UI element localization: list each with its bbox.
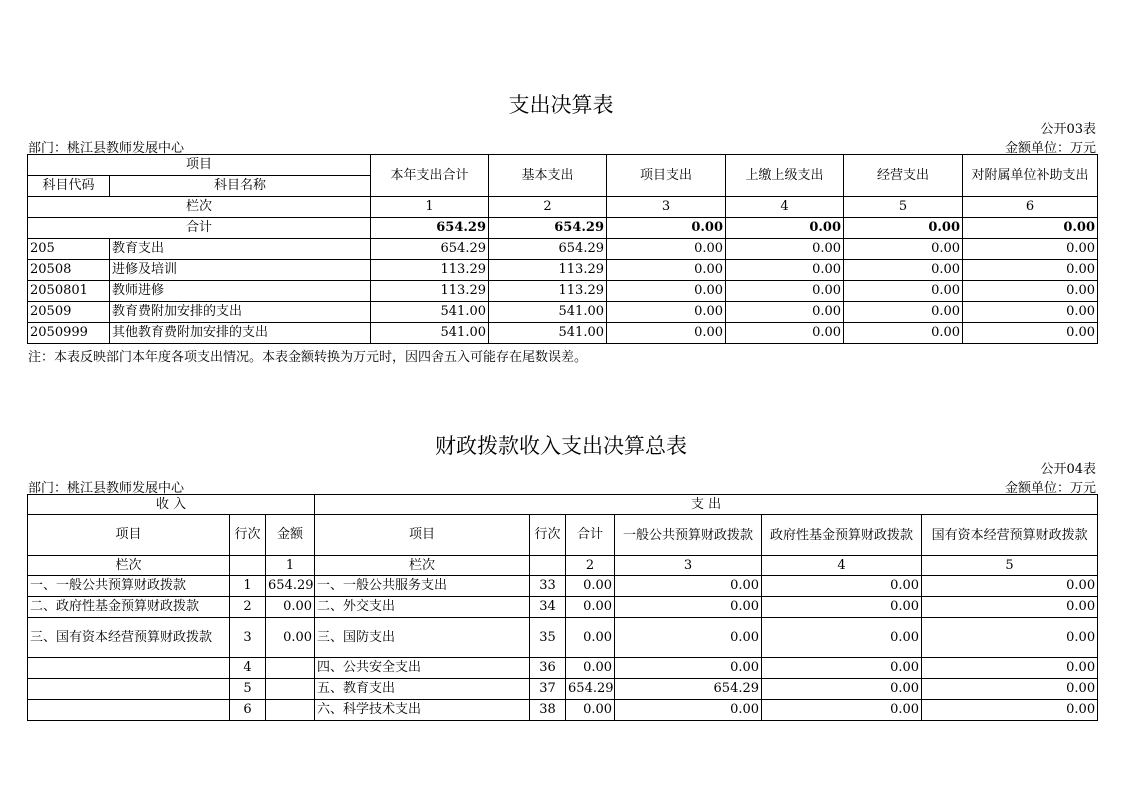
value-cell: 654.29 bbox=[489, 239, 607, 260]
table-row bbox=[28, 597, 1098, 618]
value-cell: 0.00 bbox=[607, 239, 726, 260]
header-col-4: 上缴上级支出 bbox=[726, 155, 844, 197]
lanci-cell: 6 bbox=[963, 197, 1098, 218]
value-cell: 654.29 bbox=[566, 679, 615, 700]
value-cell: 0.00 bbox=[726, 323, 844, 344]
value-cell: 0.00 bbox=[726, 302, 844, 323]
value-cell: 541.00 bbox=[489, 323, 607, 344]
value-cell: 113.29 bbox=[371, 281, 489, 302]
in-item bbox=[28, 700, 230, 721]
in-item bbox=[28, 658, 230, 679]
out-item: 一、一般公共服务支出 bbox=[315, 576, 530, 597]
out-item: 五、教育支出 bbox=[315, 679, 530, 700]
value-cell: 113.29 bbox=[489, 281, 607, 302]
in-item: 三、国有资本经营预算财政拨款 bbox=[28, 618, 230, 658]
header-subject-name: 科目名称 bbox=[110, 176, 371, 197]
header-col-5: 经营支出 bbox=[844, 155, 963, 197]
value-cell: 0.00 bbox=[963, 323, 1098, 344]
value-cell: 0.00 bbox=[844, 323, 963, 344]
lanci-cell: 2 bbox=[489, 197, 607, 218]
value-cell: 654.29 bbox=[615, 679, 762, 700]
in-line: 6 bbox=[230, 700, 266, 721]
lanci-cell bbox=[230, 556, 266, 576]
table1-unit: 金额单位：万元 bbox=[1004, 141, 1096, 156]
header-state: 国有资本经营预算财政拨款 bbox=[922, 515, 1098, 556]
value-cell: 0.00 bbox=[566, 618, 615, 658]
header-fund: 政府性基金预算财政拨款 bbox=[762, 515, 922, 556]
value-cell: 0.00 bbox=[963, 239, 1098, 260]
value-cell: 0.00 bbox=[922, 618, 1098, 658]
value-cell: 0.00 bbox=[922, 597, 1098, 618]
table-row bbox=[28, 700, 1098, 721]
table2-unit: 金额单位：万元 bbox=[1004, 481, 1096, 496]
value-cell: 0.00 bbox=[922, 658, 1098, 679]
value-cell: 0.00 bbox=[762, 700, 922, 721]
lanci-cell bbox=[530, 556, 566, 576]
lanci-label: 栏次 bbox=[28, 556, 230, 576]
value-cell: 0.00 bbox=[726, 260, 844, 281]
value-cell: 0.00 bbox=[615, 618, 762, 658]
subject-code: 20509 bbox=[28, 302, 110, 323]
header-col-3: 项目支出 bbox=[607, 155, 726, 197]
in-amount: 654.29 bbox=[266, 576, 315, 597]
total-cell: 0.00 bbox=[726, 218, 844, 239]
value-cell: 541.00 bbox=[371, 323, 489, 344]
table1-code: 公开03表 bbox=[1040, 122, 1096, 137]
subject-name: 其他教育费附加安排的支出 bbox=[110, 323, 371, 344]
value-cell: 0.00 bbox=[762, 658, 922, 679]
value-cell: 654.29 bbox=[371, 239, 489, 260]
in-item bbox=[28, 679, 230, 700]
header-in-amount: 金额 bbox=[266, 515, 315, 556]
lanci-cell: 1 bbox=[266, 556, 315, 576]
table-row bbox=[28, 658, 1098, 679]
subject-code: 20508 bbox=[28, 260, 110, 281]
in-line: 4 bbox=[230, 658, 266, 679]
header-col-6: 对附属单位补助支出 bbox=[963, 155, 1098, 197]
header-out-total: 合计 bbox=[566, 515, 615, 556]
table-row bbox=[28, 679, 1098, 700]
out-line: 38 bbox=[530, 700, 566, 721]
value-cell: 0.00 bbox=[922, 679, 1098, 700]
out-line: 35 bbox=[530, 618, 566, 658]
value-cell: 0.00 bbox=[607, 323, 726, 344]
total-cell: 0.00 bbox=[607, 218, 726, 239]
value-cell: 0.00 bbox=[566, 700, 615, 721]
in-item: 一、一般公共预算财政拨款 bbox=[28, 576, 230, 597]
value-cell: 0.00 bbox=[762, 597, 922, 618]
subject-code: 2050801 bbox=[28, 281, 110, 302]
out-item: 三、国防支出 bbox=[315, 618, 530, 658]
header-expense: 支 出 bbox=[315, 495, 1098, 515]
value-cell: 0.00 bbox=[844, 239, 963, 260]
table2-code: 公开04表 bbox=[1040, 462, 1096, 477]
subject-code: 205 bbox=[28, 239, 110, 260]
total-cell: 654.29 bbox=[489, 218, 607, 239]
lanci-cell: 3 bbox=[615, 556, 762, 576]
total-cell: 0.00 bbox=[963, 218, 1098, 239]
table1-note: 注：本表反映部门本年度各项支出情况。本表金额转换为万元时，因四舍五入可能存在尾数误差。 bbox=[28, 350, 588, 365]
value-cell: 0.00 bbox=[607, 260, 726, 281]
value-cell: 0.00 bbox=[566, 576, 615, 597]
value-cell: 0.00 bbox=[615, 576, 762, 597]
subject-code: 2050999 bbox=[28, 323, 110, 344]
in-line: 5 bbox=[230, 679, 266, 700]
in-amount: 0.00 bbox=[266, 597, 315, 618]
value-cell: 0.00 bbox=[726, 281, 844, 302]
value-cell: 0.00 bbox=[963, 302, 1098, 323]
value-cell: 0.00 bbox=[762, 618, 922, 658]
header-in-line: 行次 bbox=[230, 515, 266, 556]
value-cell: 0.00 bbox=[615, 700, 762, 721]
in-line: 2 bbox=[230, 597, 266, 618]
header-income: 收 入 bbox=[28, 495, 315, 515]
lanci-cell: 2 bbox=[566, 556, 615, 576]
out-line: 37 bbox=[530, 679, 566, 700]
total-cell: 0.00 bbox=[844, 218, 963, 239]
value-cell: 541.00 bbox=[489, 302, 607, 323]
header-project: 项目 bbox=[28, 155, 371, 176]
lanci-cell: 1 bbox=[371, 197, 489, 218]
in-item: 二、政府性基金预算财政拨款 bbox=[28, 597, 230, 618]
table-row bbox=[28, 281, 1098, 302]
value-cell: 0.00 bbox=[922, 700, 1098, 721]
in-line: 1 bbox=[230, 576, 266, 597]
header-out-line: 行次 bbox=[530, 515, 566, 556]
value-cell: 0.00 bbox=[762, 679, 922, 700]
value-cell: 0.00 bbox=[762, 576, 922, 597]
out-line: 33 bbox=[530, 576, 566, 597]
value-cell: 0.00 bbox=[566, 658, 615, 679]
fiscal-summary-table bbox=[27, 494, 1098, 721]
in-line: 3 bbox=[230, 618, 266, 658]
subject-name: 教育费附加安排的支出 bbox=[110, 302, 371, 323]
value-cell: 0.00 bbox=[963, 260, 1098, 281]
lanci-label: 栏次 bbox=[28, 197, 371, 218]
table-row bbox=[28, 302, 1098, 323]
table-row bbox=[28, 618, 1098, 658]
value-cell: 0.00 bbox=[615, 658, 762, 679]
lanci-label: 栏次 bbox=[315, 556, 530, 576]
header-col-2: 基本支出 bbox=[489, 155, 607, 197]
value-cell: 113.29 bbox=[371, 260, 489, 281]
lanci-cell: 5 bbox=[844, 197, 963, 218]
total-cell: 654.29 bbox=[371, 218, 489, 239]
value-cell: 0.00 bbox=[607, 281, 726, 302]
out-item: 二、外交支出 bbox=[315, 597, 530, 618]
lanci-cell: 5 bbox=[922, 556, 1098, 576]
value-cell: 0.00 bbox=[566, 597, 615, 618]
value-cell: 541.00 bbox=[371, 302, 489, 323]
lanci-cell: 4 bbox=[762, 556, 922, 576]
out-line: 36 bbox=[530, 658, 566, 679]
value-cell: 0.00 bbox=[615, 597, 762, 618]
header-subject-code: 科目代码 bbox=[28, 176, 110, 197]
header-out-item: 项目 bbox=[315, 515, 530, 556]
lanci-cell: 3 bbox=[607, 197, 726, 218]
total-row bbox=[28, 218, 1098, 239]
table-row bbox=[28, 323, 1098, 344]
value-cell: 0.00 bbox=[726, 239, 844, 260]
in-amount bbox=[266, 658, 315, 679]
value-cell: 0.00 bbox=[844, 260, 963, 281]
table2-dept: 部门：桃江县教师发展中心 bbox=[28, 481, 185, 496]
value-cell: 0.00 bbox=[844, 302, 963, 323]
value-cell: 0.00 bbox=[922, 576, 1098, 597]
in-amount: 0.00 bbox=[266, 618, 315, 658]
value-cell: 0.00 bbox=[963, 281, 1098, 302]
out-line: 34 bbox=[530, 597, 566, 618]
value-cell: 113.29 bbox=[489, 260, 607, 281]
table-row bbox=[28, 239, 1098, 260]
value-cell: 0.00 bbox=[607, 302, 726, 323]
table1-dept: 部门：桃江县教师发展中心 bbox=[28, 141, 185, 156]
table-row bbox=[28, 576, 1098, 597]
table1-title: 支出决算表 bbox=[508, 93, 614, 117]
header-col-1: 本年支出合计 bbox=[371, 155, 489, 197]
header-general: 一般公共预算财政拨款 bbox=[615, 515, 762, 556]
out-item: 四、公共安全支出 bbox=[315, 658, 530, 679]
value-cell: 0.00 bbox=[844, 281, 963, 302]
lanci-cell: 4 bbox=[726, 197, 844, 218]
table-row bbox=[28, 260, 1098, 281]
header-in-item: 项目 bbox=[28, 515, 230, 556]
out-item: 六、科学技术支出 bbox=[315, 700, 530, 721]
subject-name: 教师进修 bbox=[110, 281, 371, 302]
subject-name: 进修及培训 bbox=[110, 260, 371, 281]
subject-name: 教育支出 bbox=[110, 239, 371, 260]
total-label: 合计 bbox=[28, 218, 371, 239]
table2-title: 财政拨款收入支出决算总表 bbox=[435, 434, 687, 458]
expense-table bbox=[27, 154, 1098, 344]
in-amount bbox=[266, 679, 315, 700]
in-amount bbox=[266, 700, 315, 721]
